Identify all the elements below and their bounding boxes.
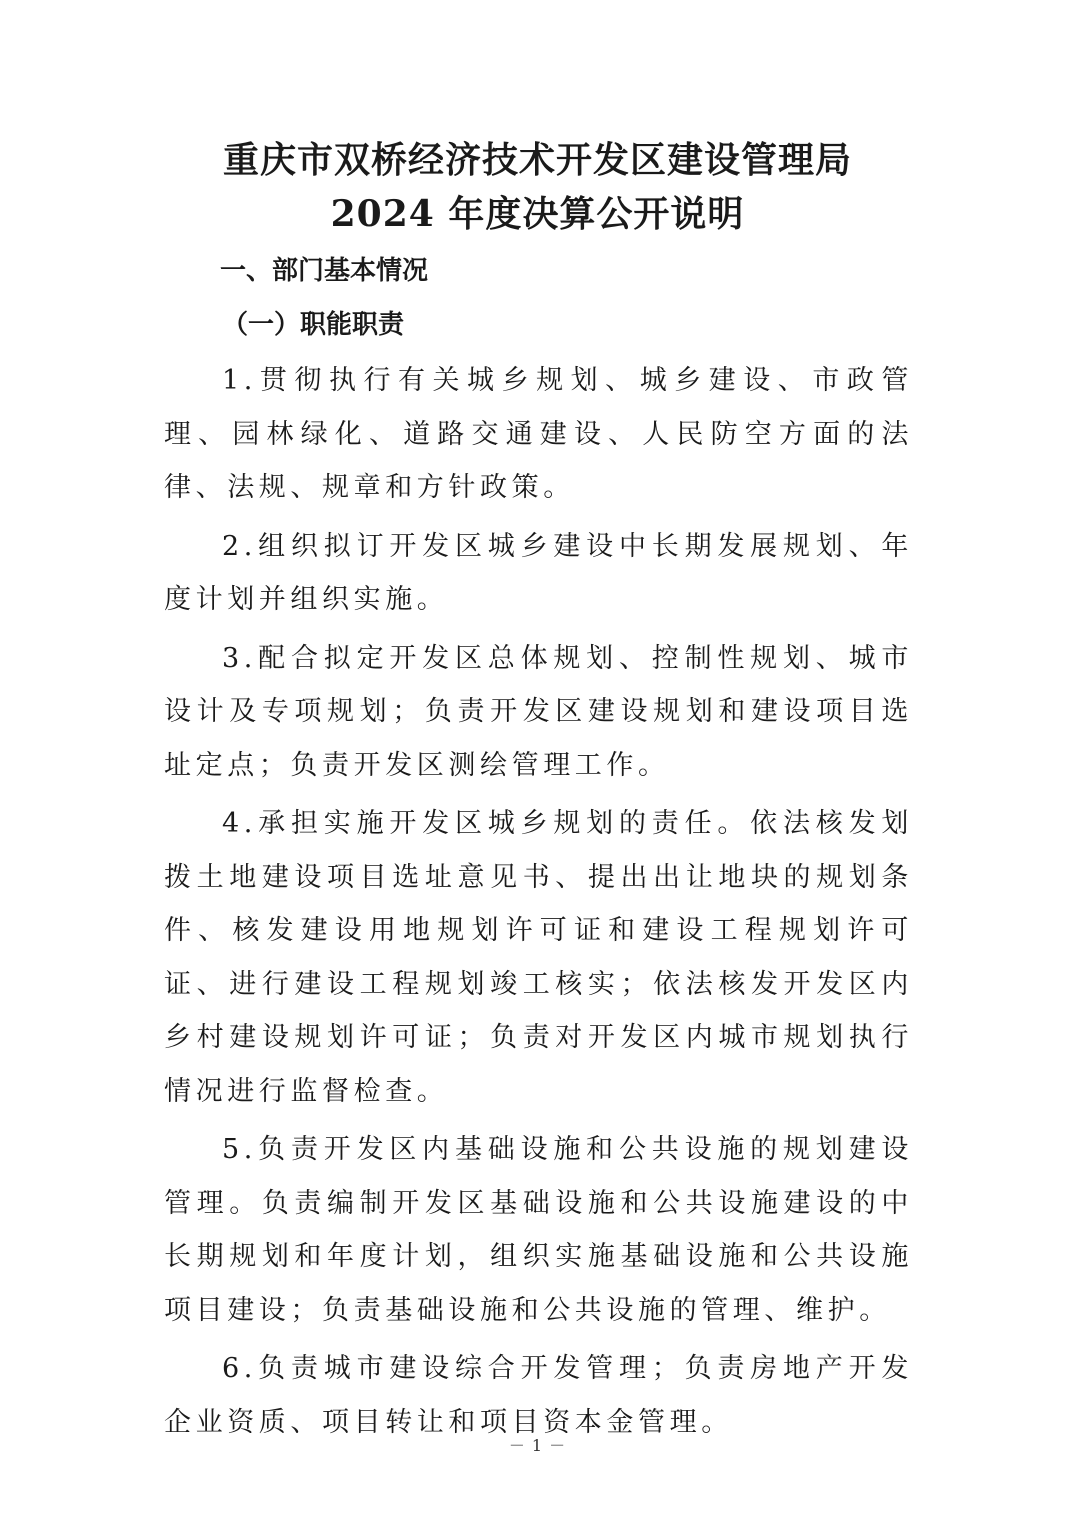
paragraph-2: 2.组织拟订开发区城乡建设中长期发展规划、年度计划并组织实施。 bbox=[164, 530, 913, 615]
page-number: － 1 － bbox=[508, 1436, 567, 1455]
paragraph-4: 4.承担实施开发区城乡规划的责任。依法核发划拨土地建设项目选址意见书、提出出让地块的规划条件、核发建设用地规划许可证和建设工程规划许可证、进行建设工程规划竣工核实；依法核发开发区内乡村建设规划许可证；负责对开发区内城市规划执行情况进行监督检查。 bbox=[164, 808, 913, 1107]
section-heading: 一、部门基本情况 bbox=[220, 256, 429, 286]
document-title-line-2: 2024 年度决算公开说明 bbox=[330, 193, 745, 235]
paragraph-5: 5.负责开发区内基础设施和公共设施的规划建设管理。负责编制开发区基础设施和公共设施建设的中长期规划和年度计划，组织实施基础设施和公共设施项目建设；负责基础设施和公共设施的管理、维护。 bbox=[164, 1134, 913, 1326]
document-title-line-1: 重庆市双桥经济技术开发区建设管理局 bbox=[222, 139, 852, 181]
paragraph-1: 1.贯彻执行有关城乡规划、城乡建设、市政管理、园林绿化、道路交通建设、人民防空方面的法律、法规、规章和方针政策。 bbox=[164, 365, 913, 503]
paragraph-3: 3.配合拟定开发区总体规划、控制性规划、城市设计及专项规划；负责开发区建设规划和建设项目选址定点；负责开发区测绘管理工作。 bbox=[164, 642, 913, 781]
subsection-heading: （一）职能职责 bbox=[222, 310, 405, 340]
paragraph-6: 6.负责城市建设综合开发管理；负责房地产开发企业资质、项目转让和项目资本金管理。 bbox=[164, 1353, 913, 1438]
document-body bbox=[164, 354, 913, 1454]
